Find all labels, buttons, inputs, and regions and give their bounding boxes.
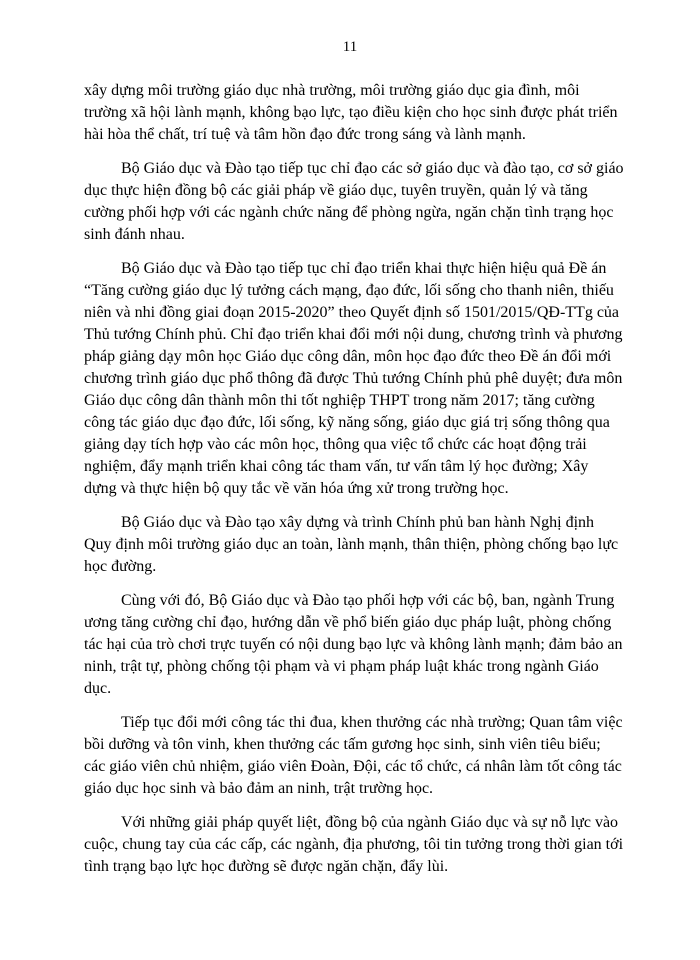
paragraph-ideal-education-project: Bộ Giáo dục và Đào tạo tiếp tục chỉ đạo triển khai thực hiện hiệu quả Đề án “Tăng cường giáo dục lý tưởng cách mạng, đạo đức, lối sống cho thanh niên, thiếu niên và nhi đồng giai đoạn 2015-2020” theo Quyết định số 1501/2015/QĐ-TTg của Thủ tướng Chính phủ. Chỉ đạo triển khai đổi mới nội dung, chương trình và phương pháp giảng dạy môn học Giáo dục công dân, môn học đạo đức theo Đề án đổi mới chương trình giáo dục phổ thông đã được Thủ tướng Chính phủ phê duyệt; đưa môn Giáo dục công dân thành môn thi tốt nghiệp THPT trong năm 2017; tăng cường công tác giáo dục đạo đức, lối sống, kỹ năng sống, giáo dục giá trị sống thông qua giảng dạy tích hợp vào các môn học, thông qua việc tổ chức các hoạt động trải nghiệm, đẩy mạnh triển khai công tác tham vấn, tư vấn tâm lý học đường; Xây dựng và thực hiện bộ quy tắc về văn hóa ứng xử trong trường học. — [84, 260, 623, 497]
paragraph-decree-drafting: Bộ Giáo dục và Đào tạo xây dựng và trình Chính phủ ban hành Nghị định Quy định môi trường giáo dục an toàn, lành mạnh, thân thiện, phòng chống bạo lực học đường. — [84, 514, 619, 575]
page-number: 11 — [342, 39, 358, 55]
paragraph-direct-departments: Bộ Giáo dục và Đào tạo tiếp tục chỉ đạo các sở giáo dục và đào tạo, cơ sở giáo dục thực hiện đồng bộ các giải pháp về giáo dục, tuyên truyền, quản lý và tăng cường phối hợp với các ngành chức năng để phòng ngừa, ngăn chặn tình trạng học sinh đánh nhau. — [84, 160, 624, 243]
paragraph-emulation-rewards: Tiếp tục đổi mới công tác thi đua, khen thưởng các nhà trường; Quan tâm việc bồi dưỡng và tôn vinh, khen thưởng các tấm gương học sinh, sinh viên tiêu biểu; các giáo viên chủ nhiệm, giáo viên Đoàn, Đội, các tổ chức, cá nhân làm tốt công tác giáo dục học sinh và bảo đảm an ninh, trật trường học. — [84, 714, 623, 797]
paragraph-continuation: xây dựng môi trường giáo dục nhà trường, môi trường giáo dục gia đình, môi trường xã hội lành mạnh, không bạo lực, tạo điều kiện cho học sinh được phát triển hài hòa thể chất, trí tuệ và tâm hồn đạo đức trong sáng và lành mạnh. — [84, 82, 618, 143]
paragraph-conclusion: Với những giải pháp quyết liệt, đồng bộ của ngành Giáo dục và sự nỗ lực vào cuộc, chung tay của các cấp, các ngành, địa phương, tôi tin tưởng trong thời gian tới tình trạng bạo lực học đường sẽ được ngăn chặn, đẩy lùi. — [84, 814, 624, 875]
document-body — [84, 80, 624, 890]
paragraph-coordination: Cùng với đó, Bộ Giáo dục và Đào tạo phối hợp với các bộ, ban, ngành Trung ương tăng cường chỉ đạo, hướng dẫn về phổ biến giáo dục pháp luật, phòng chống tác hại của trò chơi trực tuyến có nội dung bạo lực và không lành mạnh; đảm bảo an ninh, trật tự, phòng chống tội phạm và vi phạm pháp luật khác trong ngành Giáo dục. — [84, 592, 623, 697]
